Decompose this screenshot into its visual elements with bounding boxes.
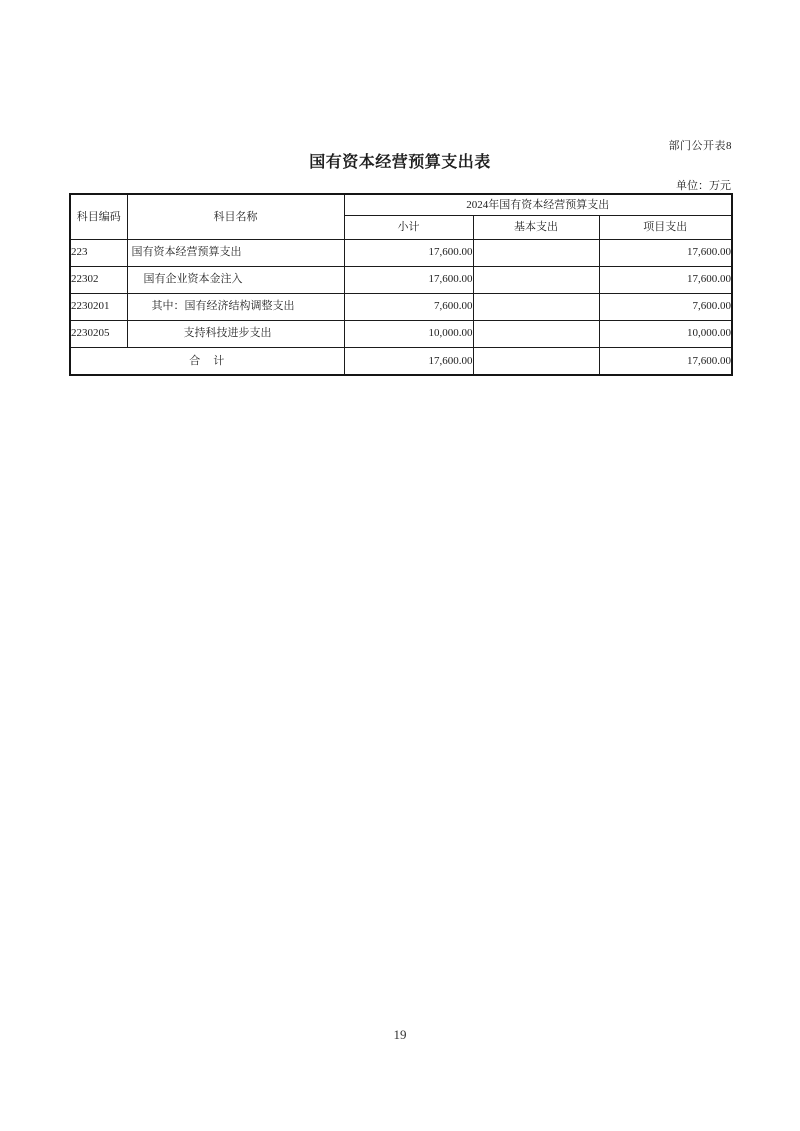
total-project-expenditure-cell: 17,600.00 [599, 347, 732, 375]
subject-code-cell: 2230205 [70, 320, 127, 347]
doc-label: 部门公开表8 [668, 140, 732, 152]
table-row [70, 293, 732, 320]
header-subtotal: 小计 [344, 215, 473, 239]
subject-name-cell: 国有资本经营预算支出 [127, 239, 344, 266]
header-budget-group: 2024年国有资本经营预算支出 [344, 194, 732, 215]
table-total-row [70, 347, 732, 375]
subtotal-cell: 17,600.00 [344, 239, 473, 266]
subtotal-cell: 17,600.00 [344, 266, 473, 293]
total-label-cell: 合 计 [70, 347, 344, 375]
basic-expenditure-cell [473, 320, 599, 347]
header-project-expenditure: 项目支出 [599, 215, 732, 239]
project-expenditure-cell: 17,600.00 [599, 266, 732, 293]
unit-label: 单位：万元 [676, 180, 731, 192]
total-basic-expenditure-cell [473, 347, 599, 375]
basic-expenditure-cell [473, 239, 599, 266]
header-subject-name: 科目名称 [127, 194, 344, 239]
subject-code-cell: 2230201 [70, 293, 127, 320]
basic-expenditure-cell [473, 266, 599, 293]
header-subject-code: 科目编码 [70, 194, 127, 239]
subtotal-cell: 10,000.00 [344, 320, 473, 347]
subject-name-cell: 国有企业资本金注入 [127, 266, 344, 293]
subject-name-cell: 支持科技进步支出 [127, 320, 344, 347]
subject-code-cell: 223 [70, 239, 127, 266]
project-expenditure-cell: 7,600.00 [599, 293, 732, 320]
table-row [70, 239, 732, 266]
header-basic-expenditure: 基本支出 [473, 215, 599, 239]
page-number: 19 [393, 1027, 407, 1042]
subject-code-cell: 22302 [70, 266, 127, 293]
project-expenditure-cell: 17,600.00 [599, 239, 732, 266]
table-row [70, 266, 732, 293]
project-expenditure-cell: 10,000.00 [599, 320, 732, 347]
budget-table [69, 193, 733, 376]
subject-name-cell: 其中：国有经济结构调整支出 [127, 293, 344, 320]
page-title: 国有资本经营预算支出表 [309, 154, 491, 171]
total-subtotal-cell: 17,600.00 [344, 347, 473, 375]
basic-expenditure-cell [473, 293, 599, 320]
table-row [70, 320, 732, 347]
subtotal-cell: 7,600.00 [344, 293, 473, 320]
table-header-row-1 [70, 194, 732, 215]
